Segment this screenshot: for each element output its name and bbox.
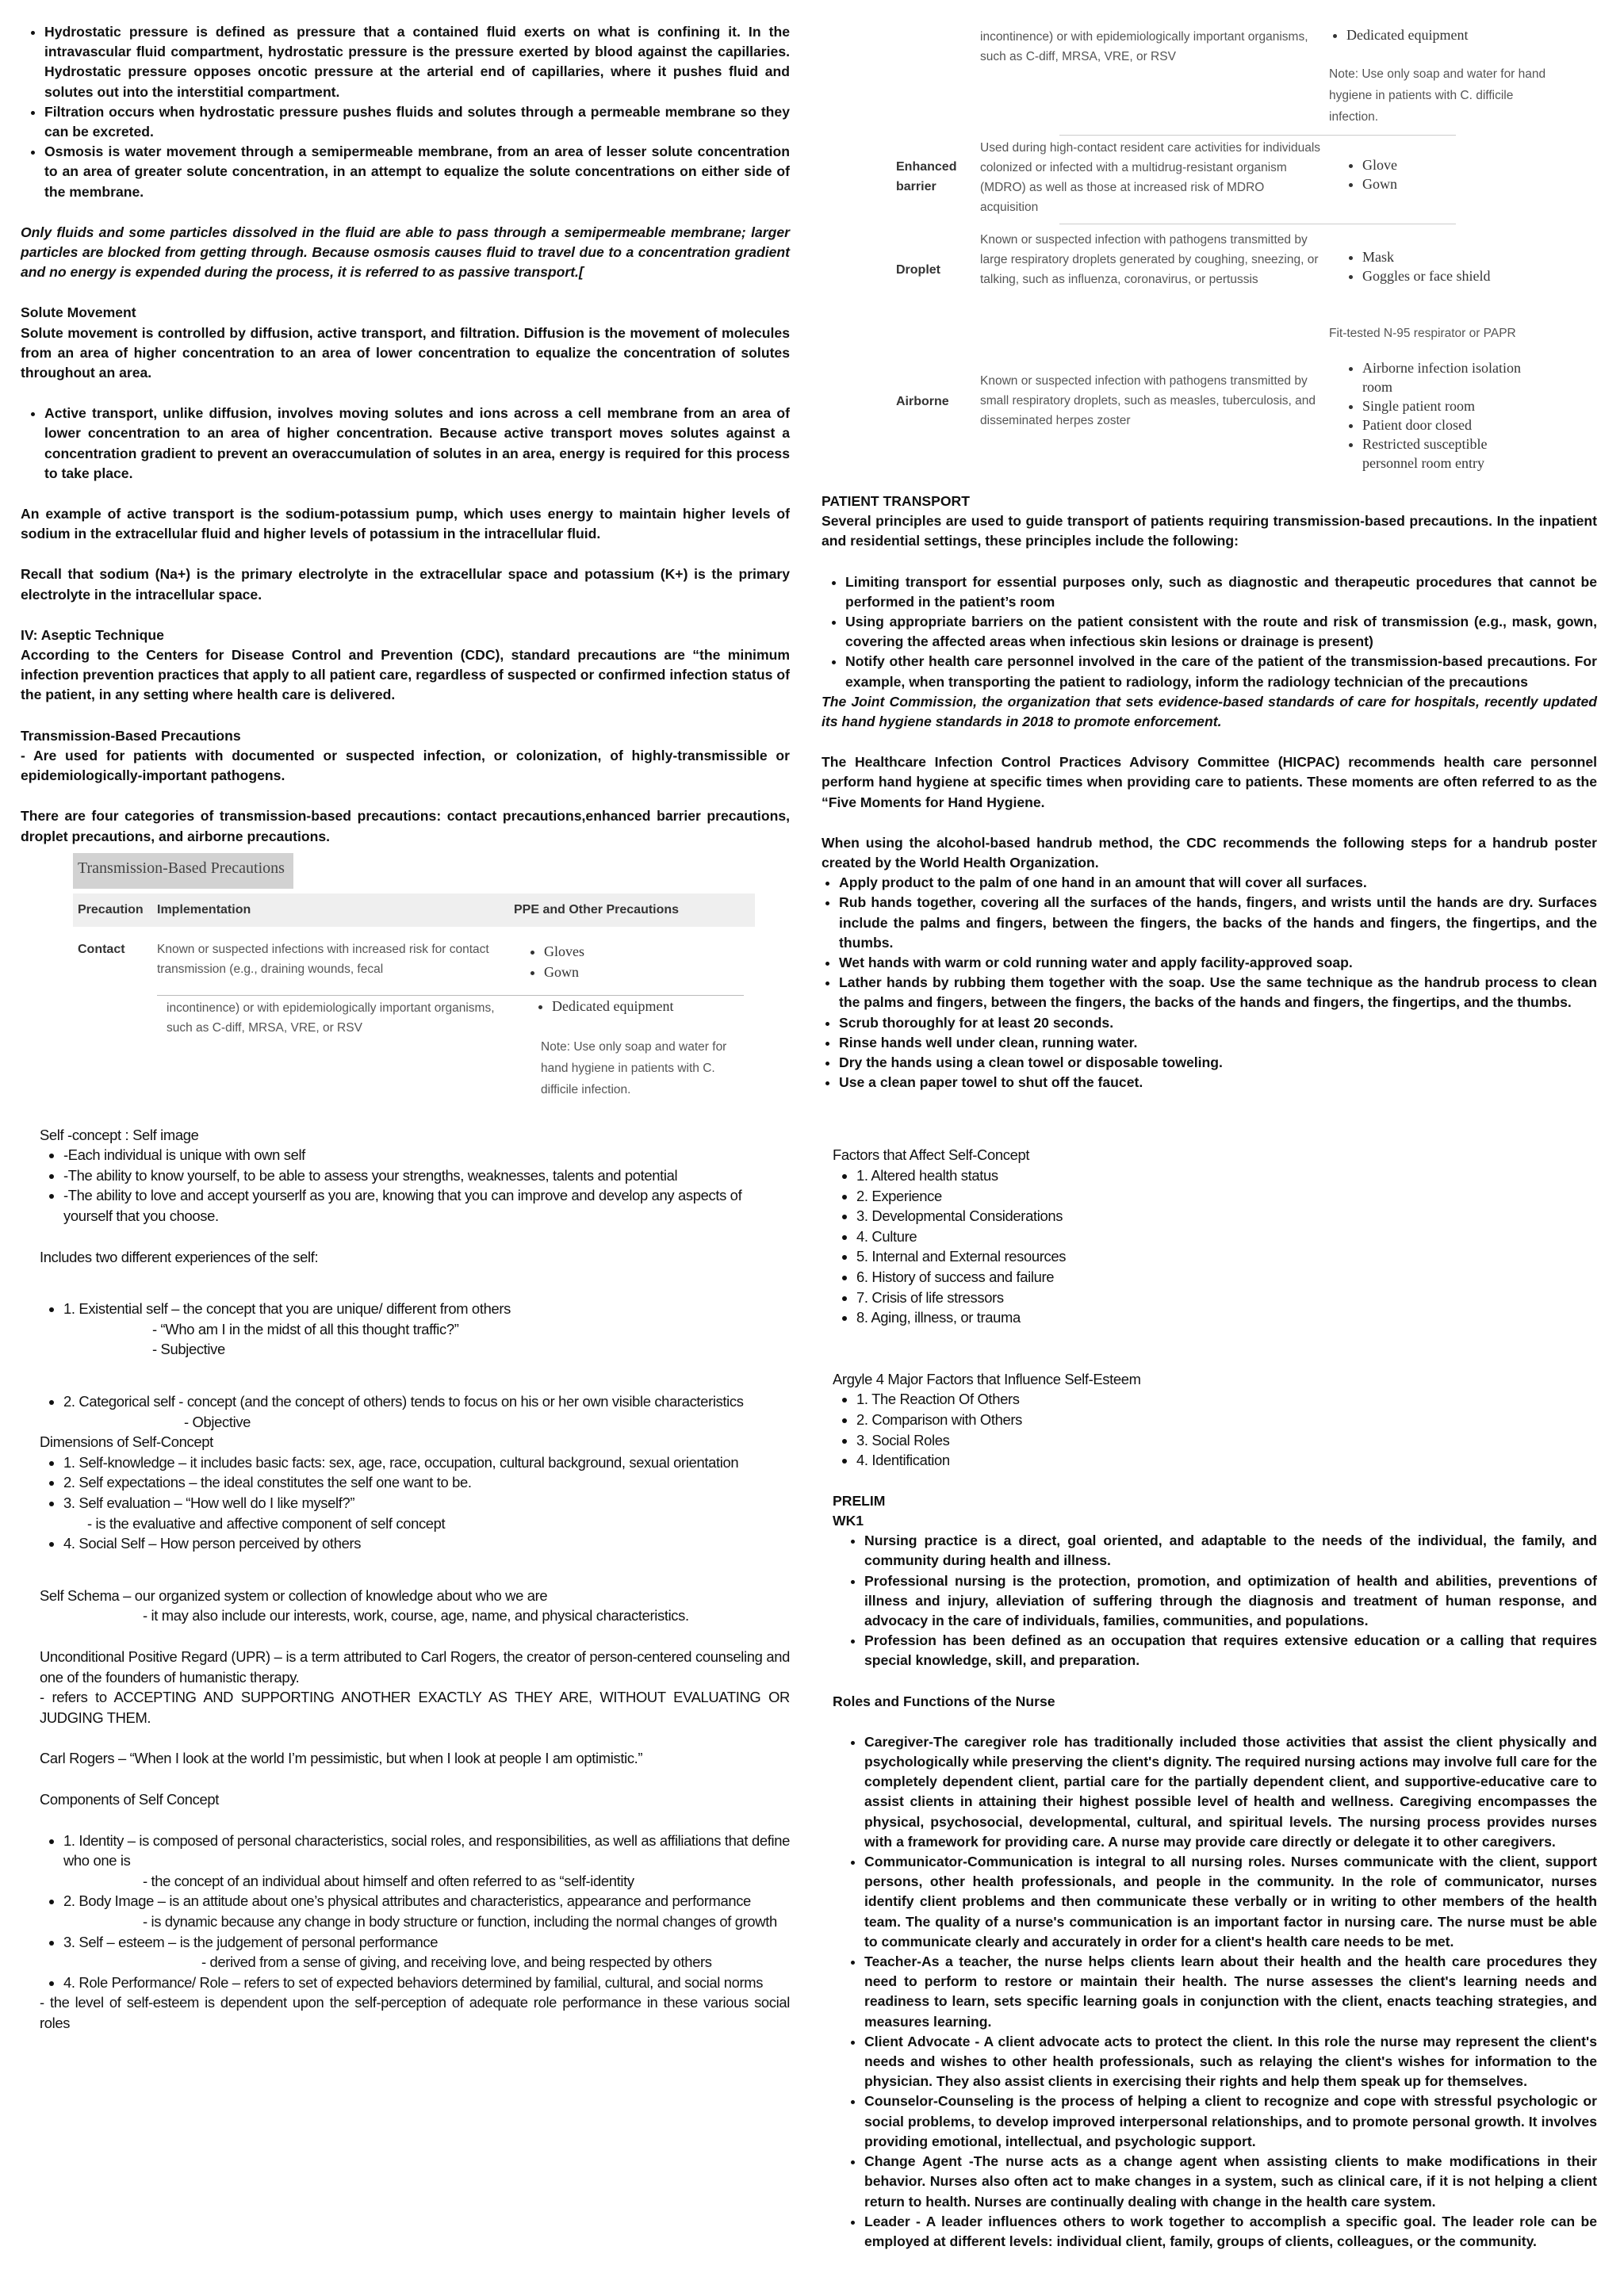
- list-item: • Mask: [1362, 247, 1490, 266]
- solute-heading: Solute Movement: [21, 304, 136, 321]
- list-item: • Leader - A leader influences others to work together to accomplish a specific goal. The leader role can be employed at different levels: individual client, family, groups of clients, colleagues, or the community.: [864, 2212, 1597, 2252]
- list-item: • Airborne infection isolation room: [1362, 358, 1543, 396]
- solute-paragraph: Solute movement is controlled by diffusion, active transport, and filtration. Diffusion is the movement of molecules from an area of higher concentration to an area of lower concentration to equalize the concentration of solutes throughout an area.: [21, 324, 790, 381]
- components-heading: Components of Self Concept: [40, 1790, 220, 1808]
- barrier-label: barrier: [896, 180, 936, 193]
- list-item: • Profession has been defined as an occupation that requires extensive education or a calling that requires special knowledge, skill, and preparation.: [864, 1631, 1597, 1670]
- list-item: • 2. Categorical self - concept (and the concept of others) tends to focus on his or her own visible characteristics: [63, 1391, 790, 1412]
- soap-note: Note: Use only soap and water for hand hygiene in patients with C. difficile infection.: [1329, 67, 1546, 124]
- prelim-heading: PRELIM: [833, 1492, 886, 1509]
- header-ppe: PPE and Other Precautions: [514, 902, 680, 916]
- tbp-heading: Transmission-Based Precautions: [21, 727, 241, 744]
- list-item: • 1. Existential self – the concept that you are unique/ different from others: [63, 1299, 790, 1319]
- list-item: • 4. Identification: [856, 1450, 1597, 1471]
- dimensions-heading: Dimensions of Self-Concept: [40, 1433, 213, 1451]
- tbp-paragraph: - Are used for patients with documented or suspected infection, or colonization, of highly-transmissible or epidemiologically-important pathogens.: [21, 747, 790, 784]
- airborne-ppe: [1345, 358, 1543, 473]
- pump-paragraph: An example of active transport is the sodium-potassium pump, which uses energy to maintain higher levels of sodium in the extracellular fluid and higher levels of potassium in the intracellular fluid.: [21, 506, 790, 542]
- precaution-enhanced-barrier: [896, 157, 956, 197]
- recall-paragraph: Recall that sodium (Na+) is the primary electrolyte in the extracellular space and potassium (K+) is the primary electrolyte in the intracellular space.: [21, 566, 790, 603]
- enhanced-ppe: [1345, 155, 1397, 193]
- upr-sub: - refers to ACCEPTING AND SUPPORTING ANOTHER EXACTLY AS THEY ARE, WITHOUT EVALUATING OR JUDGING THEM.: [40, 1689, 790, 1726]
- table-row: [73, 927, 755, 1114]
- list-item: • 4. Culture: [856, 1226, 1597, 1247]
- fit-tested-respirator: Fit-tested N-95 respirator or PAPR: [1329, 327, 1516, 340]
- list-item: • Client Advocate - A client advocate acts to protect the client. In this role the nurse may represent the client's needs and wishes to other health professionals, such as relaying the client's wishes for information to the physician. They also assist clients in exercising their rights and help them speak up for themselves.: [864, 2032, 1597, 2092]
- four-categories-paragraph: There are four categories of transmission-based precautions: contact precautions,enhanced barrier precautions, droplet precautions, and airborne precautions.: [21, 808, 790, 844]
- list-item: • Gown: [544, 962, 584, 982]
- self-concept-heading: Self -concept : Self image: [40, 1126, 199, 1143]
- rogers-quote: Carl Rogers – “When I look at the world I’m pessimistic, but when I look at people I am optimistic.”: [40, 1750, 643, 1767]
- roles-heading: Roles and Functions of the Nurse: [833, 1693, 1055, 1709]
- list-item: • Restricted susceptible personnel room entry: [1362, 434, 1543, 473]
- handrub-intro: When using the alcohol-based handrub method, the CDC recommends the following steps for a handrub poster created by the World Health Organization.: [822, 834, 1597, 871]
- upr-paragraph: Unconditional Positive Regard (UPR) – is a term attributed to Carl Rogers, the creator of person-centered counseling and one of the founders of humanistic therapy.: [40, 1647, 790, 1686]
- list-item: • Apply product to the palm of one hand in an amount that will cover all surfaces.: [839, 873, 1597, 893]
- list-item: • Scrub thoroughly for at least 20 seconds.: [839, 1013, 1597, 1033]
- existential-subjective: - Subjective: [152, 1341, 225, 1358]
- list-item: • Professional nursing is the protection, promotion, and optimization of health and abilities, preventions of illness and injury, alleviation of suffering through the diagnosis and treatment of human response, and advocacy in the care of individuals, families, communities, and populations.: [864, 1571, 1597, 1632]
- joint-commission-paragraph: The Joint Commission, the organization that sets evidence-based standards of care for hospitals, recently updated its hand hygiene standards in 2018 to promote enforcement.: [822, 693, 1597, 730]
- list-item: • 3. Self evaluation – “How well do I like myself?”: [63, 1493, 790, 1513]
- list-item: • 4. Role Performance/ Role – refers to set of expected behaviors determined by familial, cultural, and social norms: [63, 1973, 790, 1993]
- handrub-steps: [822, 873, 1597, 1093]
- list-item: • Rub hands together, covering all the surfaces of the hands, fingers, and wrists until the hands are dry. Surfaces include the palms and fingers, between the fingers, the backs of the hands and fingers, the fingertips, and the thumbs.: [839, 893, 1597, 953]
- row-divider: [1059, 135, 1456, 136]
- prelim-bullets: [833, 1531, 1597, 1670]
- droplet-ppe: [1345, 247, 1490, 285]
- patient-transport-heading: PATIENT TRANSPORT: [822, 493, 971, 509]
- header-precaution: Precaution: [78, 902, 144, 916]
- list-item: • 4. Social Self – How person perceived by others: [63, 1533, 790, 1554]
- self-schema-sub: - it may also include our interests, work, course, age, name, and physical characteristics.: [143, 1607, 689, 1624]
- includes-text: Includes two different experiences of the self:: [40, 1248, 319, 1265]
- list-item: • 3. Self – esteem – is the judgement of personal performance: [63, 1932, 790, 1953]
- list-item: • 2. Body Image – is an attitude about one’s physical attributes and characteristics, appearance and performance: [63, 1891, 790, 1911]
- precaution-contact: Contact: [78, 942, 125, 956]
- list-item: • Lather hands by rubbing them together with the soap. Use the same technique as the handrub process to clean the palms and fingers, between the fingers, the backs of the hands and fingers, the fingertips, and the thumbs.: [839, 973, 1597, 1012]
- fluid-bullets: [21, 22, 790, 202]
- list-item: • 1. Self-knowledge – it includes basic facts: sex, age, race, occupation, cultural background, sexual orientation: [63, 1452, 790, 1473]
- right-column: [822, 0, 1597, 2252]
- list-item: • 1. Altered health status: [856, 1165, 1597, 1186]
- list-item: • Nursing practice is a direct, goal oriented, and adaptable to the needs of the individual, the family, and community during health and illness.: [864, 1531, 1597, 1571]
- self-schema: Self Schema – our organized system or collection of knowledge about who we are: [40, 1586, 548, 1604]
- list-item: • 2. Experience: [856, 1186, 1597, 1207]
- soap-note: Note: Use only soap and water for hand hygiene in patients with C. difficile infection.: [541, 1039, 727, 1096]
- existential-question: - “Who am I in the midst of all this thought traffic?”: [152, 1320, 459, 1337]
- aseptic-heading: IV: Aseptic Technique: [21, 626, 164, 643]
- list-item: • Counselor-Counseling is the process of helping a client to recognize and cope with stressful psychologic or social problems, to develop improved interpersonal relationships, and to promote personal growth. It involves providing emotional, intellectual, and psychologic support.: [864, 2091, 1597, 2152]
- table-title: Transmission-Based Precautions: [73, 853, 293, 889]
- hicpac-paragraph: The Healthcare Infection Control Practices Advisory Committee (HICPAC) recommends health care personnel perform hand hygiene at specific times when providing care to patients. These moments are often referred to as the “Five Moments for Hand Hygiene.: [822, 754, 1597, 810]
- enhanced-label: Enhanced: [896, 160, 957, 174]
- list-item: • 5. Internal and External resources: [856, 1246, 1597, 1267]
- list-item: • 2. Self expectations – the ideal constitutes the self one want to be.: [63, 1472, 790, 1493]
- contact-implementation: Known or suspected infections with increased risk for contact transmission (e.g., draining wounds, fecal: [157, 942, 489, 976]
- list-item: • Rinse hands well under clean, running water.: [839, 1033, 1597, 1053]
- precautions-table: [73, 894, 755, 1114]
- body-image-sub: - is dynamic because any change in body structure or function, including the normal changes of growth: [143, 1912, 777, 1930]
- precaution-airborne: Airborne: [896, 395, 949, 408]
- identity-sub: - the concept of an individual about himself and often referred to as “self-identity: [143, 1872, 634, 1889]
- aseptic-paragraph: According to the Centers for Disease Control and Prevention (CDC), standard precautions are “the minimum infection prevention practices that apply to all patient care, regardless of suspected or confirmed infection status of the patient, in any setting where health care is delivered.: [21, 647, 790, 703]
- wk1-heading: WK1: [833, 1513, 864, 1529]
- self-evaluation-sub: - is the evaluative and affective component of self concept: [87, 1514, 446, 1532]
- list-item: • Caregiver-The caregiver role has traditionally included those activities that assist the client physically and psychologically while preserving the client's dignity. The required nursing actions may involve full care for the completely dependent client, partial care for the partially dependent client, and supportive-educative care to assist clients in attaining their highest possible level of health and wellness. Caregiving encompasses the physical, psychosocial, developmental, cultural, and spiritual levels. The nursing process provides nurses with a framework for providing care. A nurse may provide care directly or delegate it to other caregivers.: [864, 1732, 1597, 1852]
- passive-transport-paragraph: Only fluids and some particles dissolved in the fluid are able to pass through a semipermeable membrane; larger particles are blocked from getting through. Because osmosis causes fluid to travel due to a concentration gradient and no energy is expended during the process, it is referred to as passive transport.[: [21, 224, 790, 281]
- list-item: • -The ability to love and accept yourserlf as you are, knowing that you can improve and develop any aspects of yourself that you choose.: [63, 1185, 790, 1226]
- roles-list: [833, 1732, 1597, 2252]
- table-header: [73, 894, 755, 927]
- transport-paragraph: Several principles are used to guide transport of patients requiring transmission-based precautions. In the inpatient and residential settings, these principles include the following:: [822, 513, 1597, 549]
- list-item: • Using appropriate barriers on the patient consistent with the route and risk of transmission (e.g., mask, gown, covering the affected areas when infectious skin lesions or drainage is present): [845, 612, 1597, 652]
- transport-bullets: [822, 572, 1597, 692]
- prelim-section: [822, 1491, 1597, 2252]
- list-item: • Dry the hands using a clean towel or disposable toweling.: [839, 1053, 1597, 1073]
- list-item: • Notify other health care personnel involved in the care of the patient of the transmission-based precautions. For example, when transporting the patient to radiology, inform the radiology technician of the precautions: [845, 652, 1597, 691]
- header-implementation: Implementation: [157, 902, 251, 916]
- list-item: • 3. Developmental Considerations: [856, 1206, 1597, 1226]
- list-item: • -Each individual is unique with own self: [63, 1145, 790, 1165]
- list-item: • 8. Aging, illness, or trauma: [856, 1307, 1597, 1328]
- list-item: • Goggles or face shield: [1362, 266, 1490, 285]
- list-item: • 1. Identity – is composed of personal characteristics, social roles, and responsibilities, as well as affiliations that define who one is: [63, 1831, 790, 1871]
- airborne-implementation: Known or suspected infection with pathogens transmitted by small respiratory droplets, such as measles, tuberculosis, and disseminated herpes zoster: [980, 374, 1316, 427]
- list-item: • Use a clean paper towel to shut off the faucet.: [839, 1073, 1597, 1093]
- list-item: • Limiting transport for essential purposes only, such as diagnostic and therapeutic procedures that cannot be performed in the patient’s room: [845, 572, 1597, 612]
- active-transport-bullets: [21, 404, 790, 484]
- contact-implementation-cont: incontinence) or with epidemiologically important organisms, such as C-diff, MRSA, VRE, or RSV: [980, 30, 1308, 63]
- argyle-heading: Argyle 4 Major Factors that Influence Self-Esteem: [833, 1370, 1141, 1387]
- list-item: • Active transport, unlike diffusion, involves moving solutes and ions across a cell membrane from an area of lower concentration to an area of higher concentration. Because active transport moves solutes against a concentration gradient to prevent an overaccumulation of solutes in an area, energy is required for this process to take place.: [44, 404, 790, 484]
- factors-heading: Factors that Affect Self-Concept: [833, 1146, 1030, 1164]
- precaution-droplet: Droplet: [896, 263, 940, 277]
- list-item: • Hydrostatic pressure is defined as pressure that a contained fluid exerts on what is confining it. In the intravascular fluid compartment, hydrostatic pressure is the pressure exerted by blood against the capillaries. Hydrostatic pressure opposes oncotic pressure at the arterial end of capillaries, where it pushes fluid and solutes out into the interstitial compartment.: [44, 22, 790, 102]
- list-item: • Wet hands with warm or cold running water and apply facility-approved soap.: [839, 953, 1597, 973]
- self-concept-section: [21, 1125, 790, 2034]
- left-column: [21, 22, 790, 2033]
- list-item: • Teacher-As a teacher, the nurse helps clients learn about their health and the health care procedures they need to perform to restore or maintain their health. The nurse assesses the client's learning needs and readiness to learn, sets specific learning goals in conjunction with the client, enacts teaching strategies, and measures learning.: [864, 1952, 1597, 2032]
- list-item: • Patient door closed: [1362, 415, 1543, 434]
- list-item: • Dedicated equipment: [1346, 25, 1468, 44]
- list-item: • 6. History of success and failure: [856, 1267, 1597, 1288]
- list-item: • -The ability to know yourself, to be able to assess your strengths, weaknesses, talents and potential: [63, 1165, 790, 1186]
- contact-ppe-equipment: [1329, 25, 1468, 44]
- list-item: • Osmosis is water movement through a semipermeable membrane, from an area of lesser solute concentration to an area of greater solute concentration, in an attempt to equalize the solute concentrations on either side of the membrane.: [44, 142, 790, 202]
- role-performance-sub: - the level of self-esteem is dependent upon the self-perception of adequate role performance in these various social roles: [40, 1994, 790, 2031]
- self-esteem-sub: - derived from a sense of giving, and receiving love, and being respected by others: [201, 1954, 712, 1971]
- list-item: • 1. The Reaction Of Others: [856, 1389, 1597, 1410]
- list-item: • 3. Social Roles: [856, 1430, 1597, 1451]
- list-item: • Dedicated equipment: [552, 998, 673, 1015]
- list-item: • 2. Comparison with Others: [856, 1410, 1597, 1430]
- list-item: • Gloves: [544, 941, 584, 962]
- list-item: • Single patient room: [1362, 396, 1543, 415]
- precautions-table-continued: [822, 0, 1597, 471]
- list-item: • Filtration occurs when hydrostatic pressure pushes fluids and solutes through a permeable membrane so they can be excreted.: [44, 102, 790, 142]
- list-item: • Communicator-Communication is integral to all nursing roles. Nurses communicate with the client, support persons, other health professionals, and people in the community. In the role of communicator, nurses identify client problems and then communicate these verbally or in writing to other members of the health team. The quality of a nurse's communication is an important factor in nursing care. The nurse must be able to communicate clearly and accurately in order for a client's health care needs to be met.: [864, 1852, 1597, 1952]
- contact-implementation-cont: incontinence) or with epidemiologically important organisms, such as C-diff, MRSA, VRE, or RSV: [167, 1001, 495, 1035]
- list-item: • Glove: [1362, 155, 1397, 174]
- categorical-objective: - Objective: [184, 1413, 251, 1430]
- enhanced-implementation: Used during high-contact resident care activities for individuals colonized or infected with a multidrug-resistant organism (MDRO) as well as those at increased risk of MDRO acquisition: [980, 141, 1321, 214]
- list-item: • 7. Crisis of life stressors: [856, 1288, 1597, 1308]
- row-divider: [157, 995, 744, 996]
- contact-ppe: [514, 941, 584, 982]
- droplet-implementation: Known or suspected infection with pathogens transmitted by large respiratory droplets generated by coughing, sneezing, or talking, such as influenza, coronavirus, or pertussis: [980, 233, 1319, 286]
- contact-ppe-equipment: [522, 998, 673, 1015]
- self-concept-factors: [822, 1145, 1597, 1470]
- list-item: • Change Agent -The nurse acts as a change agent when assisting clients to make modifications in their behavior. Nurses also often act to make changes in a system, such as clinical care, if it is not helping a client return to health. Nurses are continually dealing with change in the health care system.: [864, 2152, 1597, 2212]
- list-item: • Gown: [1362, 174, 1397, 193]
